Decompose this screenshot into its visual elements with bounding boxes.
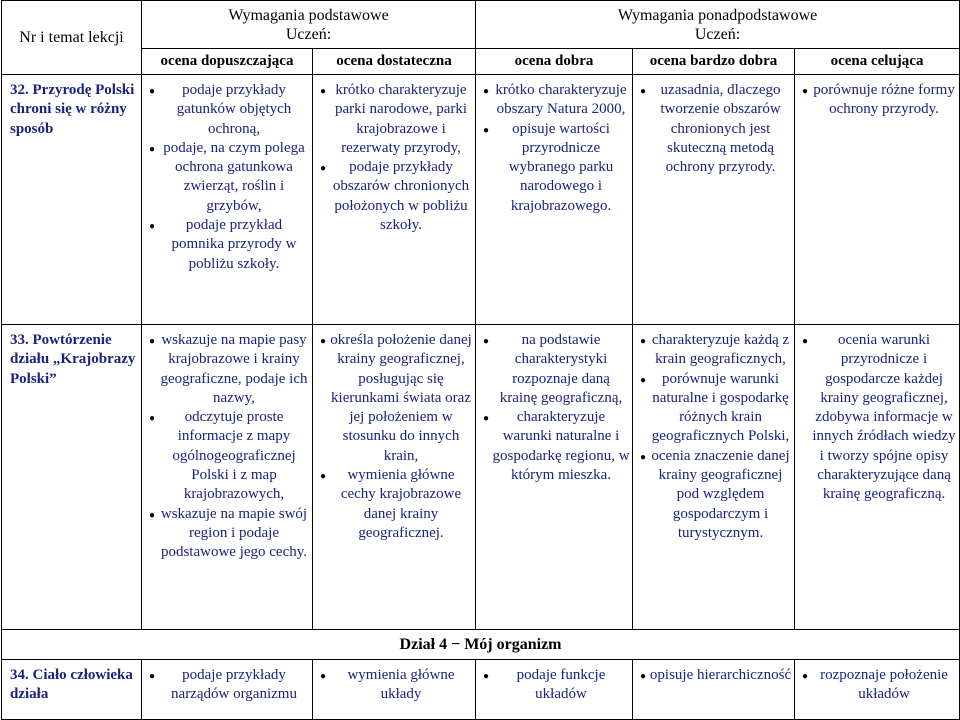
bullet-icon: ● — [482, 86, 490, 97]
list-item: ● podaje przykłady narządów organizmu — [146, 666, 310, 705]
bullet-icon: ● — [148, 413, 156, 425]
table-row — [2, 325, 960, 630]
bullet-icon: ● — [148, 671, 156, 682]
list-item: ● ocenia warunki przyrodnicze i gospodarcze każdej krainy geograficznej, zdobywa informacje w innych źródłach wiedzy i tworzy spójne opisy charakteryzujące daną krainę geograficzną. — [799, 331, 957, 505]
list-item: ● opisuje wartości przyrodnicze wybranego parku narodowego i krajobrazowego. — [480, 120, 630, 216]
req-cell — [313, 660, 476, 720]
bullet-icon: ● — [639, 374, 647, 386]
bullet-icon: ● — [319, 336, 327, 347]
lesson-title: 34. Ciało człowieka działa — [2, 660, 142, 720]
bullet-icon: ● — [482, 413, 490, 425]
list-item: ● odczytuje proste informacje z mapy ogólnogeograficznej Polski i z map krajobrazowych, — [146, 408, 310, 504]
list-item: ● charakteryzuje warunki naturalne i gospodarkę regionu, w którym mieszka. — [480, 408, 630, 485]
list-item: ● wskazuje na mapie swój region i podaje podstawowe jego cechy. — [146, 505, 310, 563]
list-item: ● opisuje hierarchiczność — [637, 666, 792, 686]
bullet-icon: ● — [482, 124, 490, 136]
list-item: ● podaje przykłady obszarów chronionych położonych w pobliżu szkoły. — [317, 158, 473, 235]
list-item: ● charakteryzuje każdą z krain geograficznych, — [637, 331, 792, 370]
bullet-icon: ● — [639, 671, 647, 682]
list-item: ● podaje przykład pomnika przyrody w pobliżu szkoły. — [146, 216, 310, 274]
req-cell — [795, 325, 960, 630]
header-advanced: Wymagania ponadpodstawowe Uczeń: — [476, 1, 960, 49]
bullet-icon: ● — [319, 86, 327, 97]
grade-header: ocena dobra — [476, 49, 633, 75]
req-cell — [142, 75, 313, 325]
grade-header: ocena bardzo dobra — [633, 49, 795, 75]
list-item: ● rozpoznaje położenie układów — [799, 666, 957, 705]
list-item: ● porównuje różne formy ochrony przyrody. — [799, 81, 957, 120]
list-item: ● określa położenie danej krainy geograficznej, posługując się kierunkami świata oraz jej położeniem w stosunku do innych krain, — [317, 331, 473, 466]
req-cell — [476, 660, 633, 720]
list-item: ● porównuje warunki naturalne i gospodarkę różnych krain geograficznych Polski, — [637, 370, 792, 447]
bullet-icon: ● — [319, 671, 327, 682]
req-cell — [142, 325, 313, 630]
req-cell — [795, 75, 960, 325]
req-cell — [313, 325, 476, 630]
req-cell — [633, 660, 795, 720]
bullet-icon: ● — [801, 336, 809, 347]
list-item: ● podaje przykłady gatunków objętych ochroną, — [146, 81, 310, 139]
bullet-icon: ● — [148, 86, 156, 97]
bullet-icon: ● — [801, 671, 809, 682]
grade-header: ocena celująca — [795, 49, 960, 75]
req-cell — [313, 75, 476, 325]
grade-header: ocena dostateczna — [313, 49, 476, 75]
req-cell — [633, 75, 795, 325]
bullet-icon: ● — [482, 671, 490, 682]
table-row — [2, 660, 960, 720]
bullet-icon: ● — [639, 86, 647, 97]
bullet-icon: ● — [319, 471, 327, 483]
list-item: ● na podstawie charakterystyki rozpoznaje daną krainę geograficzną, — [480, 331, 630, 408]
list-item: ● podaje, na czym polega ochrona gatunkowa zwierząt, roślin i grzybów, — [146, 139, 310, 216]
header-lesson: Nr i temat lekcji — [2, 1, 142, 75]
list-item: ● uzasadnia, dlaczego tworzenie obszarów chronionych jest skuteczną metodą ochrony przyrody. — [637, 81, 792, 177]
table-row — [2, 75, 960, 325]
bullet-icon: ● — [148, 221, 156, 233]
requirements-table — [1, 0, 960, 720]
bullet-icon: ● — [639, 451, 647, 463]
division-row — [2, 630, 960, 660]
bullet-icon: ● — [639, 336, 647, 347]
list-item: ● wymienia główne cechy krajobrazowe danej krainy geograficznej. — [317, 466, 473, 543]
bullet-icon: ● — [148, 336, 156, 347]
list-item: ● wskazuje na mapie pasy krajobrazowe i krainy geograficzne, podaje ich nazwy, — [146, 331, 310, 408]
req-cell — [633, 325, 795, 630]
grade-header: ocena dopuszczająca — [142, 49, 313, 75]
bullet-icon: ● — [801, 86, 809, 97]
lesson-title: 32. Przyrodę Polski chroni się w różny sposób — [2, 75, 142, 325]
req-cell — [476, 325, 633, 630]
lesson-title: 33. Powtórzenie działu „Krajobrazy Polski” — [2, 325, 142, 630]
bullet-icon: ● — [148, 509, 156, 521]
bullet-icon: ● — [319, 163, 327, 175]
req-cell — [795, 660, 960, 720]
req-cell — [142, 660, 313, 720]
list-item: ● krótko charakteryzuje obszary Natura 2000, — [480, 81, 630, 120]
list-item: ● podaje funkcje układów — [480, 666, 630, 705]
req-cell — [476, 75, 633, 325]
list-item: ● wymienia główne układy — [317, 666, 473, 705]
bullet-icon: ● — [482, 336, 490, 347]
bullet-icon: ● — [148, 143, 156, 155]
list-item: ● krótko charakteryzuje parki narodowe, parki krajobrazowe i rezerwaty przyrody, — [317, 81, 473, 158]
division-title: Dział 4 − Mój organizm — [2, 630, 960, 660]
list-item: ● ocenia znaczenie danej krainy geograficznej pod względem gospodarczym i turystycznym. — [637, 447, 792, 543]
header-basic: Wymagania podstawowe Uczeń: — [142, 1, 476, 49]
